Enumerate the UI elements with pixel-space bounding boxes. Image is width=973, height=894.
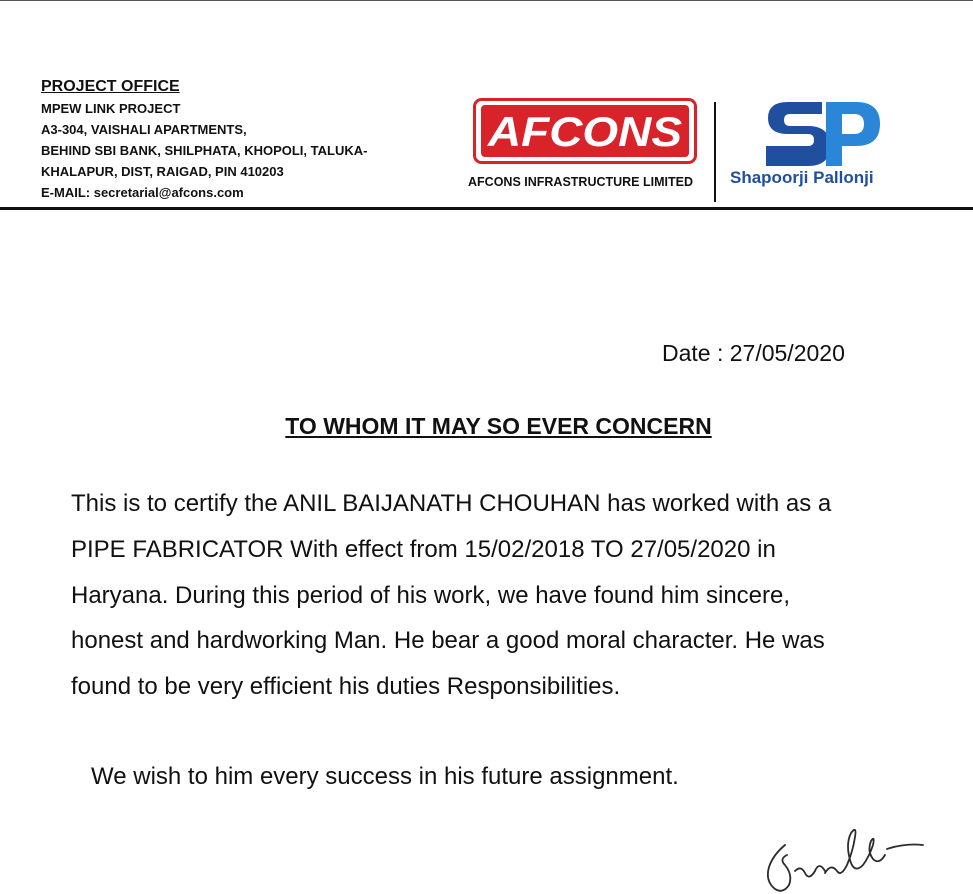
- body-line: found to be very efficient his duties Responsibilities.: [71, 673, 621, 700]
- shapoorji-pallonji-name: Shapoorji Pallonji: [730, 168, 874, 187]
- body-line: This is to certify the ANIL BAIJANATH CHOUHAN has worked with as a: [71, 490, 832, 517]
- project-office-address: [41, 76, 367, 203]
- body-line: PIPE FABRICATOR With effect from 15/02/2018 TO 27/05/2020 in: [71, 536, 776, 563]
- afcons-logo-text: AFCONS: [486, 108, 682, 155]
- letter-date: Date : 27/05/2020: [662, 340, 845, 366]
- letter-heading: TO WHOM IT MAY SO EVER CONCERN: [285, 413, 712, 439]
- logo-divider: [714, 102, 716, 202]
- closing-line: We wish to him every success in his future assignment.: [91, 763, 679, 790]
- signature: [755, 815, 930, 894]
- afcons-full-name: AFCONS INFRASTRUCTURE LIMITED: [468, 175, 693, 189]
- address-line: A3-304, VAISHALI APARTMENTS,: [41, 122, 247, 137]
- address-line: BEHIND SBI BANK, SHILPHATA, KHOPOLI, TALUKA-: [41, 143, 368, 158]
- email-line: E-MAIL: secretarial@afcons.com: [41, 185, 244, 200]
- body-line: honest and hardworking Man. He bear a good moral character. He was: [71, 627, 825, 654]
- header-rule: [0, 207, 973, 210]
- top-border-rule: [0, 0, 973, 1]
- office-title: PROJECT OFFICE: [41, 78, 180, 95]
- body-line: Haryana. During this period of his work, we have found him sincere,: [71, 582, 791, 609]
- shapoorji-pallonji-logo: [764, 100, 882, 168]
- afcons-logo: [473, 98, 697, 164]
- address-line: MPEW LINK PROJECT: [41, 101, 181, 116]
- address-line: KHALAPUR, DIST, RAIGAD, PIN 410203: [41, 164, 284, 179]
